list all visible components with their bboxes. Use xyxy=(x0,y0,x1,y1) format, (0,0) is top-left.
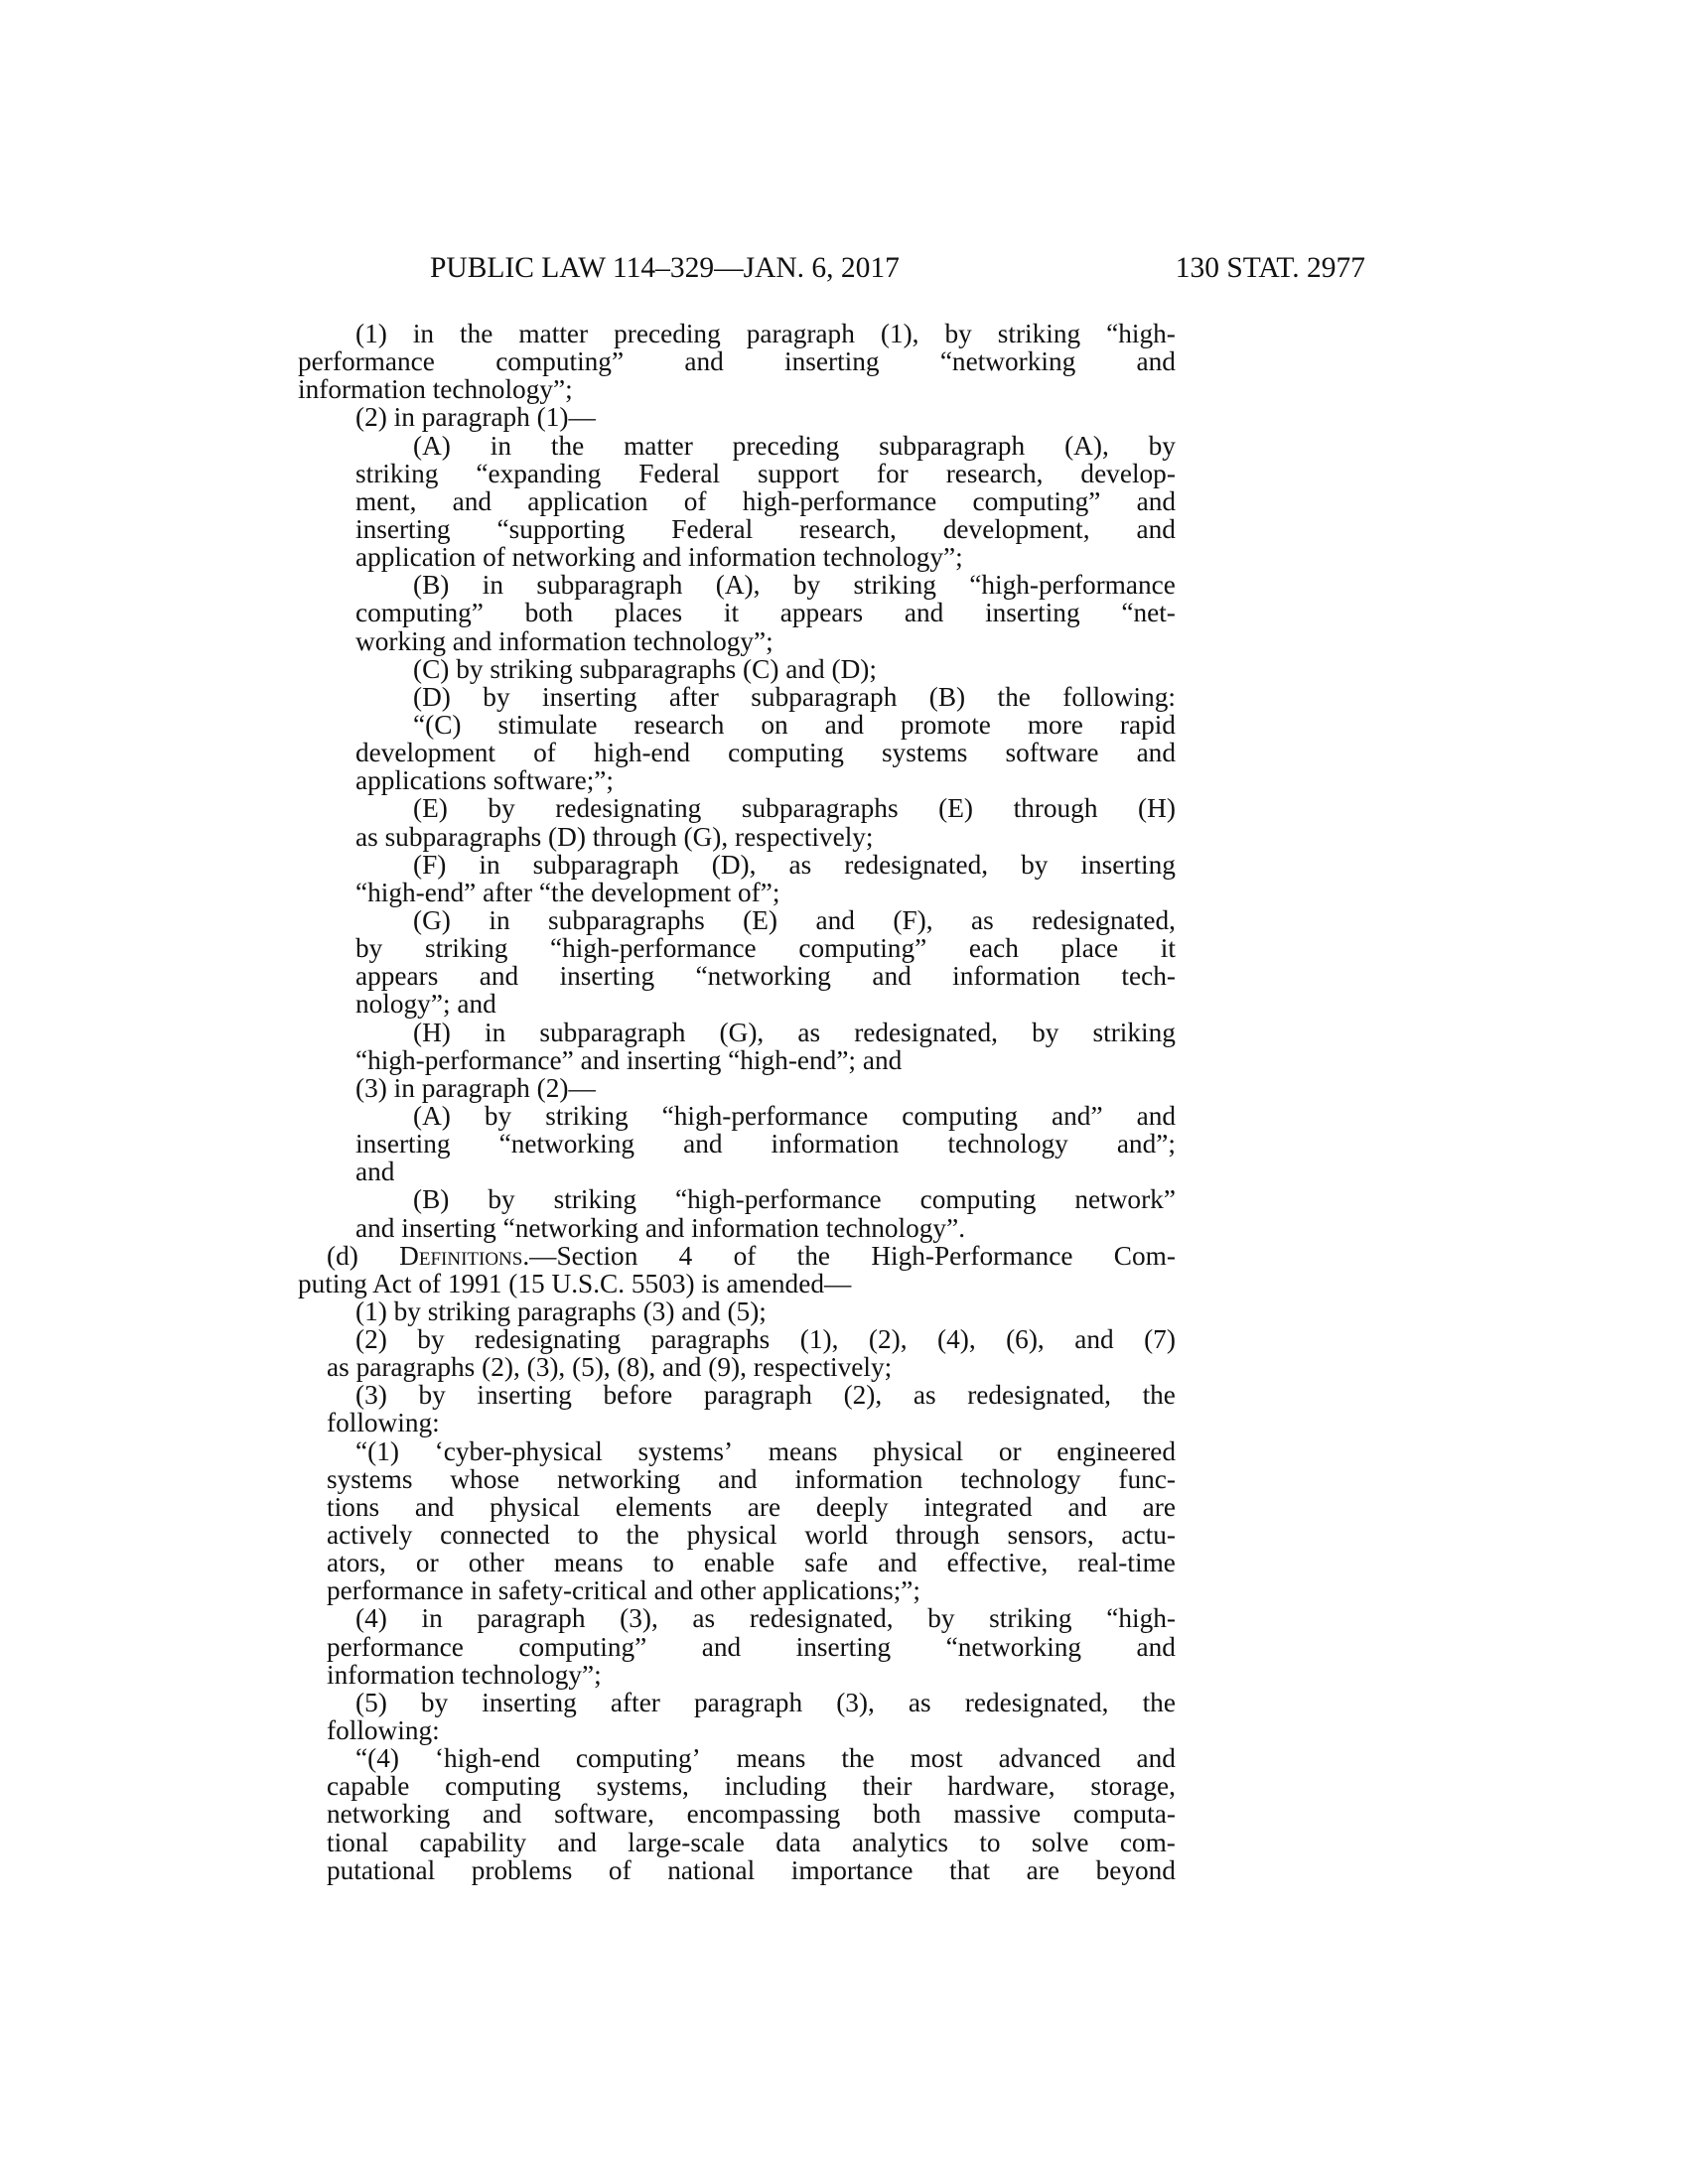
text-line: tions and physical elements are deeply integrated and are xyxy=(327,1491,1176,1522)
text-line: (2) by redesignating paragraphs (1), (2), (4), (6), and (7) xyxy=(355,1324,1176,1355)
text-line: puting Act of 1991 (15 U.S.C. 5503) is amended— xyxy=(298,1268,852,1298)
text-line: performance in safety-critical and other applications;”; xyxy=(327,1575,920,1606)
text-line: following: xyxy=(327,1408,440,1438)
statute-page-number: 130 STAT. 2977 xyxy=(1175,252,1365,284)
text-line: (B) by striking “high-performance computing network” xyxy=(413,1184,1176,1215)
text-line: (1) in the matter preceding paragraph (1), by striking “high- xyxy=(355,319,1176,348)
text-line: ators, or other means to enable safe and effective, real-time xyxy=(327,1548,1176,1578)
law-body-text xyxy=(298,320,1176,1884)
text-line: as paragraphs (2), (3), (5), (8), and (9), respectively; xyxy=(327,1352,893,1383)
text-line: actively connected to the physical world through sensors, actu- xyxy=(327,1520,1176,1551)
text-line: capable computing systems, including their hardware, storage, xyxy=(327,1771,1176,1802)
text-line: (G) in subparagraphs (E) and (F), as redesignated, xyxy=(413,904,1176,935)
text-line: by striking “high-performance computing” each place it xyxy=(355,933,1176,964)
text-line: (3) in paragraph (2)— xyxy=(355,1072,596,1103)
text-line: “high-end” after “the development of”; xyxy=(355,877,780,907)
text-line: applications software;”; xyxy=(355,765,614,796)
text-line: appears and inserting “networking and information tech- xyxy=(355,961,1176,992)
text-line: (F) in subparagraph (D), as redesignated, by inserting xyxy=(413,849,1176,880)
text-line: (E) by redesignating subparagraphs (E) through (H) xyxy=(413,793,1176,824)
text-line: (5) by inserting after paragraph (3), as redesignated, the xyxy=(355,1687,1176,1717)
text-line: tional capability and large-scale data analytics to solve com- xyxy=(327,1827,1176,1857)
text-line: (A) in the matter preceding subparagraph (A), by xyxy=(413,430,1176,461)
text-line: working and information technology”; xyxy=(355,625,774,656)
text-line: systems whose networking and information technology func- xyxy=(327,1463,1176,1494)
text-line: information technology”; xyxy=(327,1659,602,1690)
text-line: information technology”; xyxy=(298,374,573,405)
text-line: performance computing” and inserting “networking and xyxy=(298,346,1176,377)
text-line: “(C) stimulate research on and promote more rapid xyxy=(413,709,1176,740)
text-line: (A) by striking “high-performance computing and” and xyxy=(413,1100,1176,1131)
section-heading: Definitions. xyxy=(399,1240,530,1271)
text-line: (4) in paragraph (3), as redesignated, by striking “high- xyxy=(355,1603,1176,1634)
text-line: networking and software, encompassing both massive computa- xyxy=(327,1799,1176,1830)
text-line: as subparagraphs (D) through (G), respectively; xyxy=(355,821,874,852)
text-line: (d) Definitions.—Section 4 of the High-Performance Com- xyxy=(327,1240,1176,1271)
text-line: “(4) ‘high-end computing’ means the most advanced and xyxy=(355,1743,1176,1774)
text-line: striking “expanding Federal support for research, develop- xyxy=(355,458,1176,488)
text-line: ment, and application of high-performance computing” and xyxy=(355,485,1176,516)
text-line: (3) by inserting before paragraph (2), as redesignated, the xyxy=(355,1380,1176,1411)
text-line: (2) in paragraph (1)— xyxy=(355,402,596,433)
text-line: (B) in subparagraph (A), by striking “high-performance xyxy=(413,570,1176,601)
running-head-title: PUBLIC LAW 114–329—JAN. 6, 2017 xyxy=(430,252,900,284)
page-header xyxy=(298,248,1365,288)
text-line: nology”; and xyxy=(355,989,496,1020)
text-line: (D) by inserting after subparagraph (B) the following: xyxy=(413,681,1176,712)
text-line: inserting “supporting Federal research, development, and xyxy=(355,513,1176,544)
text-line: putational problems of national importance that are beyond xyxy=(327,1854,1176,1885)
text-line: “(1) ‘cyber-physical systems’ means physical or engineered xyxy=(355,1435,1176,1466)
text-line: performance computing” and inserting “networking and xyxy=(327,1631,1176,1662)
text-line: development of high-end computing systems software and xyxy=(355,738,1176,768)
text-line: (1) by striking paragraphs (3) and (5); xyxy=(355,1296,767,1326)
text-line: inserting “networking and information technology and”; xyxy=(355,1129,1176,1160)
text-line: (C) by striking subparagraphs (C) and (D); xyxy=(413,653,877,684)
text-line: (H) in subparagraph (G), as redesignated, by striking xyxy=(413,1017,1176,1047)
text-line: following: xyxy=(327,1715,440,1746)
text-line: “high-performance” and inserting “high-end”; and xyxy=(355,1044,903,1075)
text-line: computing” both places it appears and inserting “net- xyxy=(355,598,1176,628)
text-line: and inserting “networking and information technology”. xyxy=(355,1212,966,1243)
text-line: and xyxy=(355,1157,395,1187)
text-line: application of networking and information technology”; xyxy=(355,542,963,573)
